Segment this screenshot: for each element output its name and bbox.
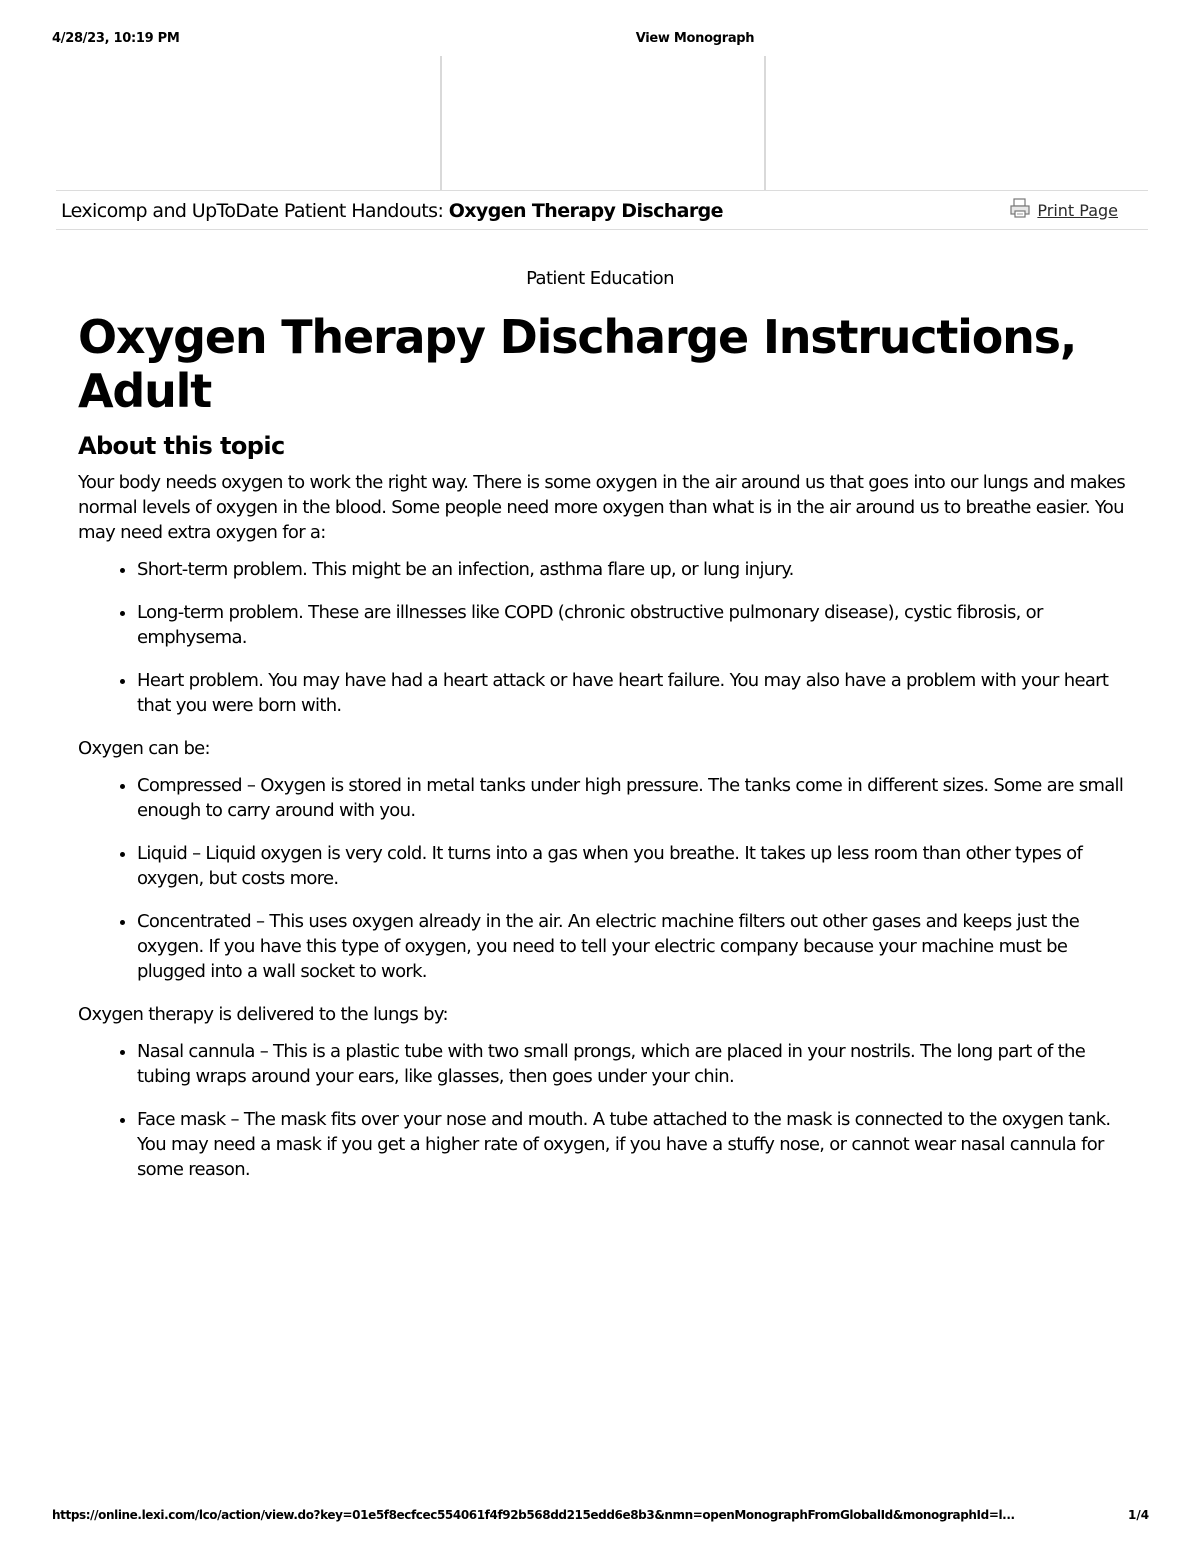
section-label: Patient Education (526, 268, 674, 289)
print-page-title: View Monograph (635, 31, 755, 46)
list-item: • Nasal cannula – This is a plastic tube with two small prongs, which are placed in your nostrils. The long part of the tubing wraps around your ears, like glasses, then goes under your chin. (137, 1039, 1138, 1089)
embedded-frame (440, 56, 766, 190)
handout-title (61, 200, 723, 222)
print-footer-url: https://online.lexi.com/lco/action/view.do?key=01e5f8ecfcec554061f4f92b568dd215edd6e8b3&nmn=openMonographFromGlobalId&monographId=l... (52, 1508, 1015, 1522)
about-heading: About this topic (78, 432, 285, 460)
list-item: • Short-term problem. This might be an infection, asthma flare up, or lung injury. (137, 557, 1138, 582)
print-datetime: 4/28/23, 10:19 PM (52, 31, 180, 46)
oxygen-types-list (78, 773, 1138, 984)
handout-title-prefix: Lexicomp and UpToDate Patient Handouts: (61, 200, 449, 222)
list-item: • Long-term problem. These are illnesses like COPD (chronic obstructive pulmonary disease), cystic fibrosis, or emphysema. (137, 600, 1138, 650)
intro-paragraph: Your body needs oxygen to work the right way. There is some oxygen in the air around us that goes into our lungs and makes normal levels of oxygen in the blood. Some people need more oxygen than what is in the air around us to breathe easier. You may need extra oxygen for a: (78, 472, 1126, 543)
list-item: • Compressed – Oxygen is stored in metal tanks under high pressure. The tanks come in different sizes. Some are small enough to carry around with you. (137, 773, 1138, 823)
print-page-label[interactable]: Print Page (1037, 200, 1118, 220)
problems-list (78, 557, 1138, 718)
article-content (78, 310, 1138, 1200)
page-title: Oxygen Therapy Discharge Instructions, Adult (78, 310, 1077, 418)
delivery-methods-list (78, 1039, 1138, 1182)
list-item: • Face mask – The mask fits over your nose and mouth. A tube attached to the mask is connected to the oxygen tank. You may need a mask if you get a higher rate of oxygen, if you have a stuffy nose, or cannot wear nasal cannula for some reason. (137, 1107, 1138, 1182)
list-item: • Heart problem. You may have had a heart attack or have heart failure. You may also have a problem with your heart that you were born with. (137, 668, 1138, 718)
handout-title-bold: Oxygen Therapy Discharge (448, 200, 723, 222)
list-item: • Concentrated – This uses oxygen already in the air. An electric machine filters out other gases and keeps just the oxygen. If you have this type of oxygen, you need to tell your electric company because your machine must be plugged into a wall socket to work. (137, 909, 1138, 984)
handout-header-bar (56, 190, 1148, 230)
printer-icon (1009, 197, 1031, 223)
print-footer-page-number: 1/4 (1128, 1508, 1150, 1522)
list-item: • Liquid – Liquid oxygen is very cold. It turns into a gas when you breathe. It takes up less room than other types of oxygen, but costs more. (137, 841, 1138, 891)
oxygen-can-be-paragraph: Oxygen can be: (78, 738, 210, 759)
print-page-link[interactable] (1009, 197, 1118, 223)
delivered-by-paragraph: Oxygen therapy is delivered to the lungs by: (78, 1004, 448, 1025)
